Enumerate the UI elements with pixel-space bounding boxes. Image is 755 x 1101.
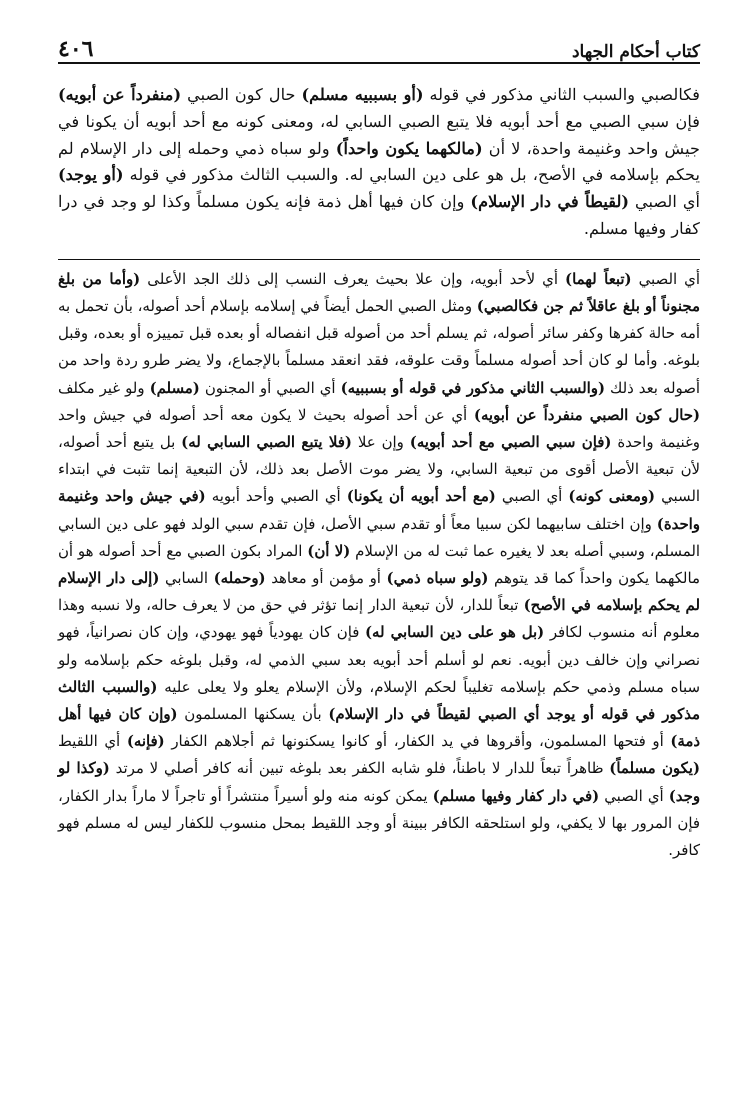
page-header	[58, 34, 700, 64]
text-segment: ولو سباه ذمي وحمله إلى دار الإسلام لم يحكم بإسلامه في الأصح، بل هو على دين السابي له. والسبب الثالث مذكور في قوله	[58, 138, 701, 185]
text-segment: يمكن كونه منه ولو أسيراً منتشراً أو تاجراً لا ماراً بدار الكفار، فإن المرور بها لا يكفي، ولو استلحقه الكافر ببينة أو وجد اللقيط بمحل منسوب للكفار ليس له مسلم فهو كافر.	[58, 786, 700, 860]
quoted-phrase: (تبعاً لهما)	[565, 269, 632, 288]
commentary-paragraph	[58, 266, 700, 864]
text-segment: أو مؤمن أو معاهد	[265, 569, 387, 588]
text-segment: فإن كان يهودياً فهو يهودي، وإن كان نصرانياً، فهو نصراني وإن خالف دين أبويه. نعم لو أسلم أحد أبويه بعد سبي الذمي له، وقبل بلوغه حكم بإسلامه ولو سباه مسلم وذمي حكم بإسلامه تغليباً لحكم الإسلام، ولأن الإسلام يعلو ولا يعلى عليه	[58, 623, 700, 696]
text-segment: وإن اختلف سابيهما لكن سبيا معاً أو تقدم سبي الأصل، فإن تقدم سبي الولد فهو على دين السابي المسلم، وسبي أصله بعد لا يغيره عما ثبت له من الإسلام	[58, 514, 700, 560]
quoted-phrase: (أو يوجد)	[58, 165, 124, 185]
text-segment: ظاهراً تبعاً للدار لا باطناً، فلو شابه الكفر بعد بلوغه تبين أنه كافر أصلي لا مرتد	[109, 759, 610, 778]
text-segment: أي الصبي	[599, 786, 669, 805]
text-segment: وإن علا	[351, 433, 410, 451]
text-segment: بأن يسكنها المسلمون	[177, 705, 329, 724]
text-segment: حال كون الصبي	[181, 85, 302, 104]
quoted-phrase: (فلا يتبع الصبي السابي له)	[181, 433, 352, 451]
quoted-phrase: (في دار كفار وفيها مسلم)	[432, 786, 600, 805]
book-title: كتاب أحكام الجهاد	[571, 42, 700, 62]
quoted-phrase: (مسلم)	[149, 378, 200, 397]
text-segment: أي الصبي وأحد أبويه	[205, 487, 347, 506]
text-segment: السابي	[159, 569, 214, 588]
commentary-separator	[58, 259, 700, 260]
text-segment: أي الصبي أو المجنون	[199, 378, 341, 397]
quoted-phrase: (منفرداً عن أبويه)	[58, 85, 182, 104]
text-segment: بل يتبع أحد أصوله، لأن تبعية الأصل أقوى من تبعية السابي، ولا يضر موت الأصل بعد ذلك، لأن التبعية إنما تثبت في ابتداء السبي	[58, 433, 700, 506]
quoted-phrase: (مع أحد أبويه أن يكونا)	[346, 487, 496, 506]
quoted-phrase: (وحمله)	[213, 569, 266, 588]
commentary-text	[58, 266, 700, 864]
quoted-phrase: (فإن سبي الصبي مع أحد أبويه)	[409, 433, 612, 451]
quoted-phrase: (فإنه)	[126, 732, 165, 751]
quoted-phrase: (والسبب الثالث مذكور في قوله أو يوجد أي الصبي لقيطاً في دار الإسلام)	[58, 677, 700, 724]
quoted-phrase: (والسبب الثاني مذكور في قوله أو بسببيه)	[340, 378, 606, 397]
quoted-phrase: (لا أن)	[307, 541, 351, 560]
quoted-phrase: (مالكهما يكون واحداً)	[335, 138, 483, 158]
text-segment: أي الصبي	[629, 192, 700, 212]
text-segment: ومثل الصبي الحمل أيضاً في إسلامه بإسلام أحد أصوله، بأن تحمل به أمه حالة كفرها وكفر سائر أصوله، ثم يسلم أحد من أصوله قبل انفصاله أو بعده قبل تمييزه أو بعده، وقبل بلوغه. وأما لو كان أحد أصوله مسلماً وقت علوقه، فقد انعقد مسلماً بالإجماع، ولا يضر طرو ردة واحد من أصوله بعد ذلك	[58, 296, 700, 397]
quoted-phrase: (لقيطاً في دار الإسلام)	[470, 192, 630, 212]
quoted-phrase: (بل هو على دين السابي له)	[364, 623, 545, 642]
quoted-phrase: (حال كون الصبي منفرداً عن أبويه)	[473, 405, 700, 424]
text-segment: فكالصبي والسبب الثاني مذكور في قوله	[423, 85, 700, 104]
quoted-phrase: (وكذا لو وجد)	[58, 759, 701, 805]
quoted-phrase: (وإن كان فيها أهل ذمة)	[58, 705, 700, 751]
main-text	[58, 82, 700, 243]
quoted-phrase: (يكون مسلماً)	[609, 759, 700, 778]
text-segment: تبعاً للدار، لأن تبعية الدار إنما تؤثر في حق من لا يعرف حاله، ولا نسبه وهذا معلوم أنه منسوب لكافر	[58, 596, 700, 642]
text-segment: أي الصبي	[495, 487, 569, 506]
quoted-phrase: (أو بسببيه مسلم)	[301, 85, 424, 104]
text-segment: أي عن أحد أصوله بحيث لا يكون معه أحد أصوله في جيش واحد وغنيمة واحدة	[58, 405, 700, 451]
book-page	[58, 34, 700, 864]
quoted-phrase: (ولو سباه ذمي)	[386, 569, 489, 588]
quoted-phrase: (ومعنى كونه)	[568, 487, 656, 506]
text-segment: وإن كان فيها أهل ذمة فإنه يكون مسلماً وكذا لو وجد في درا كفار وفيها مسلم.	[58, 192, 700, 238]
text-segment: أي الصبي	[631, 269, 700, 288]
text-segment: أي اللقيط	[58, 732, 127, 751]
text-segment: ولو غير مكلف	[58, 378, 150, 397]
text-segment: فإن سبي الصبي مع أحد أبويه فلا يتبع الصبي السابي له، ومعنى كونه مع أحد أبويه أن يكونا في جيش واحد وغنيمة واحدة، لا أن	[58, 111, 701, 158]
text-segment: أي لأحد أبويه، وإن علا بحيث يعرف النسب إلى ذلك الجد الأعلى	[140, 269, 566, 288]
text-segment: المراد بكون الصبي مع أحد أصوله هو أن مالكهما يكون واحداً كما قد يتوهم	[58, 541, 700, 588]
quoted-phrase: (إلى دار الإسلام لم يحكم بإسلامه في الأصح)	[58, 569, 700, 615]
text-segment: أو فتحها المسلمون، وأقروها في يد الكفار، أو كانوا يسكنونها ثم أجلاهم الكفار	[164, 732, 671, 751]
page-number: ٤٠٦	[58, 36, 94, 62]
main-text-paragraph	[58, 82, 700, 243]
quoted-phrase: (في جيش واحد وغنيمة واحدة)	[58, 487, 700, 533]
quoted-phrase: (وأما من بلغ مجنوناً أو بلغ عاقلاً ثم جن فكالصبي)	[58, 269, 700, 315]
